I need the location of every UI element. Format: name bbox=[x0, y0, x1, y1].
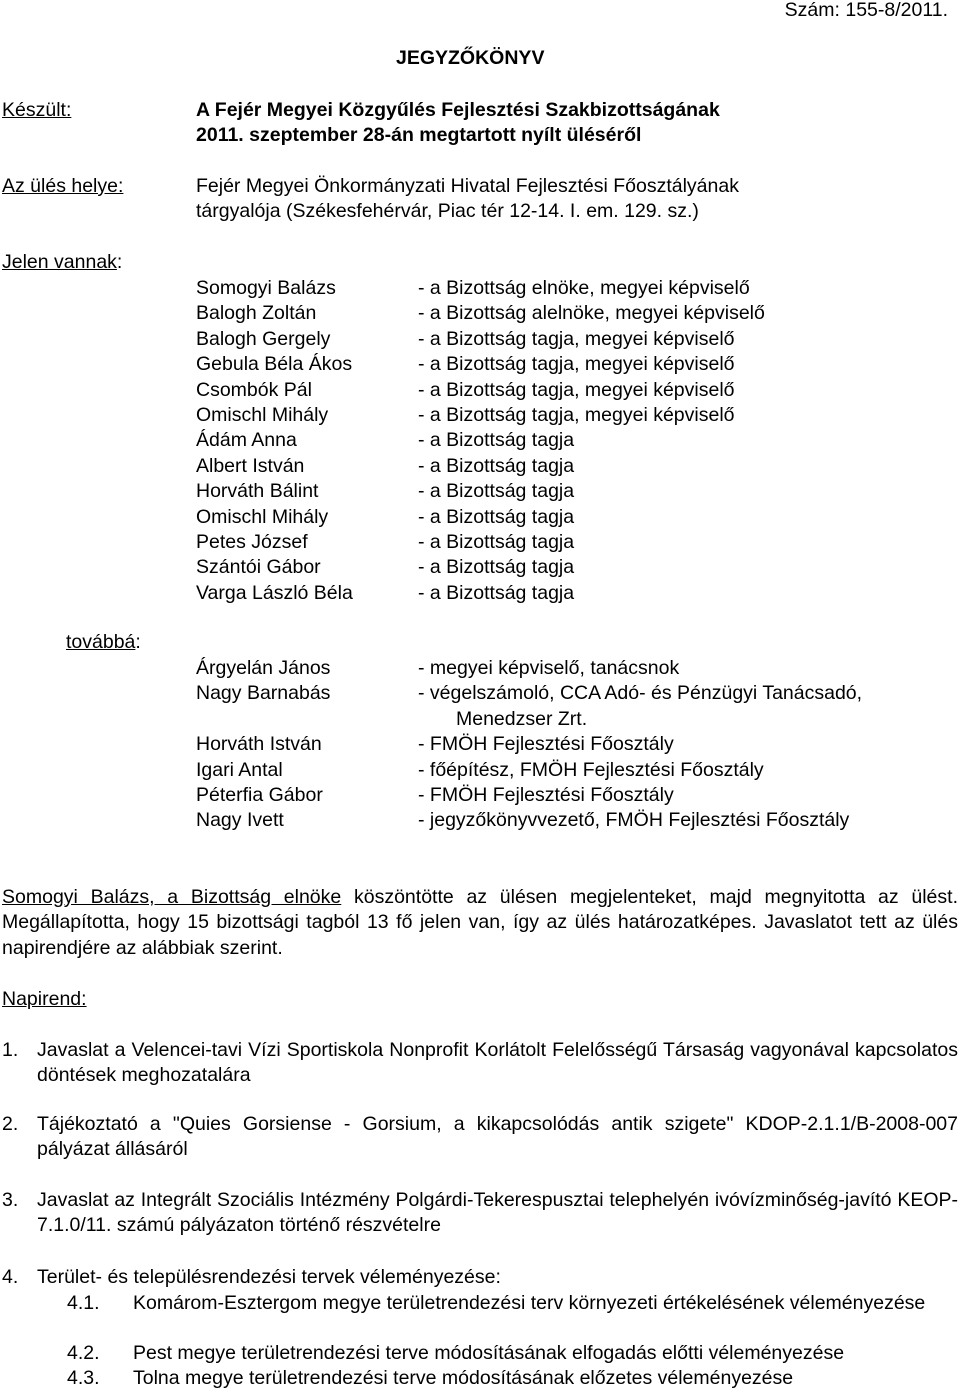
member-name: Balogh Zoltán bbox=[196, 302, 317, 325]
intro-text: köszöntötte az ülésen megjelenteket, majd megnyitotta az ülést. Megállapította, hogy 15 bizottsági tagból 13 fő jelen van, így az ülés határozatképes. Javaslatot tett az ülés napirendjére az alábbiak szerint. bbox=[2, 886, 958, 959]
guest-roles bbox=[418, 656, 862, 834]
member-role: - a Bizottság tagja bbox=[418, 429, 575, 452]
agenda-item-text: Javaslat az Integrált Szociális Intézmény Polgárdi-Tekerespusztai telephelyén ivóvízminőség-javító KEOP-7.1.0/11. számú pályázaton történő részvételre bbox=[37, 1189, 958, 1237]
keszult-line1: A Fejér Megyei Közgyűlés Fejlesztési Szakbizottságának bbox=[196, 99, 720, 121]
agenda-item-number: 3. bbox=[2, 1189, 19, 1211]
member-role: - a Bizottság alelnöke, megyei képviselő bbox=[418, 302, 765, 325]
guest-name: Árgyelán János bbox=[196, 657, 331, 679]
agenda-subitem-text: Tolna megye területrendezési terve módosításának előzetes véleményezése bbox=[133, 1367, 794, 1389]
member-name: Balogh Gergely bbox=[196, 327, 331, 350]
agenda-item-number: 4. bbox=[2, 1266, 19, 1288]
guest-name: Igari Antal bbox=[196, 758, 283, 781]
guest-name: Péterfia Gábor bbox=[196, 783, 323, 806]
helye-line2: tárgyalója (Székesfehérvár, Piac tér 12-14. I. em. 129. sz.) bbox=[196, 200, 699, 222]
agenda-subitem-number: 4.3. bbox=[67, 1367, 100, 1389]
member-role: - a Bizottság tagja bbox=[418, 454, 575, 477]
member-role: - a Bizottság elnöke, megyei képviselő bbox=[418, 277, 750, 299]
keszult-line2: 2011. szeptember 28-án megtartott nyílt üléséről bbox=[196, 124, 642, 146]
member-name: Albert István bbox=[196, 454, 305, 477]
agenda-item-text: Tájékoztató a "Quies Gorsiense - Gorsium, a kikapcsolódás antik szigete" KDOP-2.1.1/B-2008-007 pályázat állásáról bbox=[37, 1113, 958, 1161]
guest-role-continued: Menedzser Zrt. bbox=[456, 707, 588, 730]
document-number: Szám: 155-8/2011. bbox=[784, 0, 948, 21]
member-role: - a Bizottság tagja, megyei képviselő bbox=[418, 378, 735, 401]
agenda-subitem-text: Pest megye területrendezési terve módosításának elfogadás előtti véleményezése bbox=[133, 1342, 845, 1364]
member-role: - a Bizottság tagja bbox=[418, 505, 575, 528]
member-role: - a Bizottság tagja bbox=[418, 581, 575, 604]
guest-role: - végelszámoló, CCA Adó- és Pénzügyi Tanácsadó, bbox=[418, 682, 863, 705]
member-name: Gebula Béla Ákos bbox=[196, 353, 353, 376]
intro-speaker: Somogyi Balázs, a Bizottság elnöke bbox=[2, 886, 342, 908]
napirend-label: Napirend: bbox=[2, 988, 87, 1010]
member-role: - a Bizottság tagja bbox=[418, 530, 575, 553]
helye-label: Az ülés helye: bbox=[2, 175, 124, 197]
agenda-item-text: Terület- és településrendezési tervek véleményezése: bbox=[37, 1266, 501, 1288]
member-name: Varga László Béla bbox=[196, 581, 353, 604]
agenda-subitem-text: Komárom-Esztergom megye területrendezési terv környezeti értékelésének véleményezése bbox=[133, 1292, 926, 1314]
member-name: Somogyi Balázs bbox=[196, 277, 336, 299]
member-role: - a Bizottság tagja, megyei képviselő bbox=[418, 327, 735, 350]
jelen-label: Jelen vannak: bbox=[2, 251, 123, 273]
document-title: JEGYZŐKÖNYV bbox=[396, 47, 545, 69]
guest-role: - jegyzőkönyvvezető, FMÖH Fejlesztési Főosztály bbox=[418, 809, 850, 832]
helye-line1: Fejér Megyei Önkormányzati Hivatal Fejlesztési Főosztályának bbox=[196, 175, 739, 197]
member-name: Horváth Bálint bbox=[196, 480, 319, 503]
guest-name-spacer bbox=[196, 707, 330, 732]
member-role: - a Bizottság tagja, megyei képviselő bbox=[418, 353, 735, 376]
guest-name: Horváth István bbox=[196, 733, 322, 756]
agenda-item-number: 1. bbox=[2, 1039, 19, 1061]
guest-role: - FMÖH Fejlesztési Főosztály bbox=[418, 733, 674, 756]
member-name: Csombók Pál bbox=[196, 378, 312, 401]
member-role: - a Bizottság tagja bbox=[418, 556, 575, 579]
member-name: Petes József bbox=[196, 530, 308, 553]
agenda-item-text: Javaslat a Velencei-tavi Vízi Sportiskola Nonprofit Korlátolt Felelősségű Társaság vagyonával kapcsolatos döntések meghozatalára bbox=[37, 1039, 958, 1087]
agenda-item-number: 2. bbox=[2, 1113, 19, 1135]
guest-name: Nagy Ivett bbox=[196, 809, 284, 832]
member-name: Omischl Mihály bbox=[196, 403, 329, 426]
keszult-label: Készült: bbox=[2, 99, 72, 121]
agenda-subitem-number: 4.1. bbox=[67, 1292, 100, 1314]
guest-names bbox=[196, 656, 330, 834]
intro-paragraph bbox=[2, 885, 958, 961]
agenda-subitem-number: 4.2. bbox=[67, 1342, 100, 1364]
guest-role: - főépítész, FMÖH Fejlesztési Főosztály bbox=[418, 758, 764, 781]
member-name: Ádám Anna bbox=[196, 429, 297, 452]
guest-name: Nagy Barnabás bbox=[196, 682, 331, 705]
member-role: - a Bizottság tagja bbox=[418, 480, 575, 503]
member-names bbox=[196, 276, 353, 606]
member-name: Omischl Mihály bbox=[196, 505, 329, 528]
guest-role: - megyei képviselő, tanácsnok bbox=[418, 657, 680, 679]
member-role: - a Bizottság tagja, megyei képviselő bbox=[418, 403, 735, 426]
member-name: Szántói Gábor bbox=[196, 556, 321, 579]
member-roles bbox=[418, 276, 765, 606]
guest-role: - FMÖH Fejlesztési Főosztály bbox=[418, 783, 674, 806]
tovabba-label: továbbá: bbox=[66, 631, 141, 653]
